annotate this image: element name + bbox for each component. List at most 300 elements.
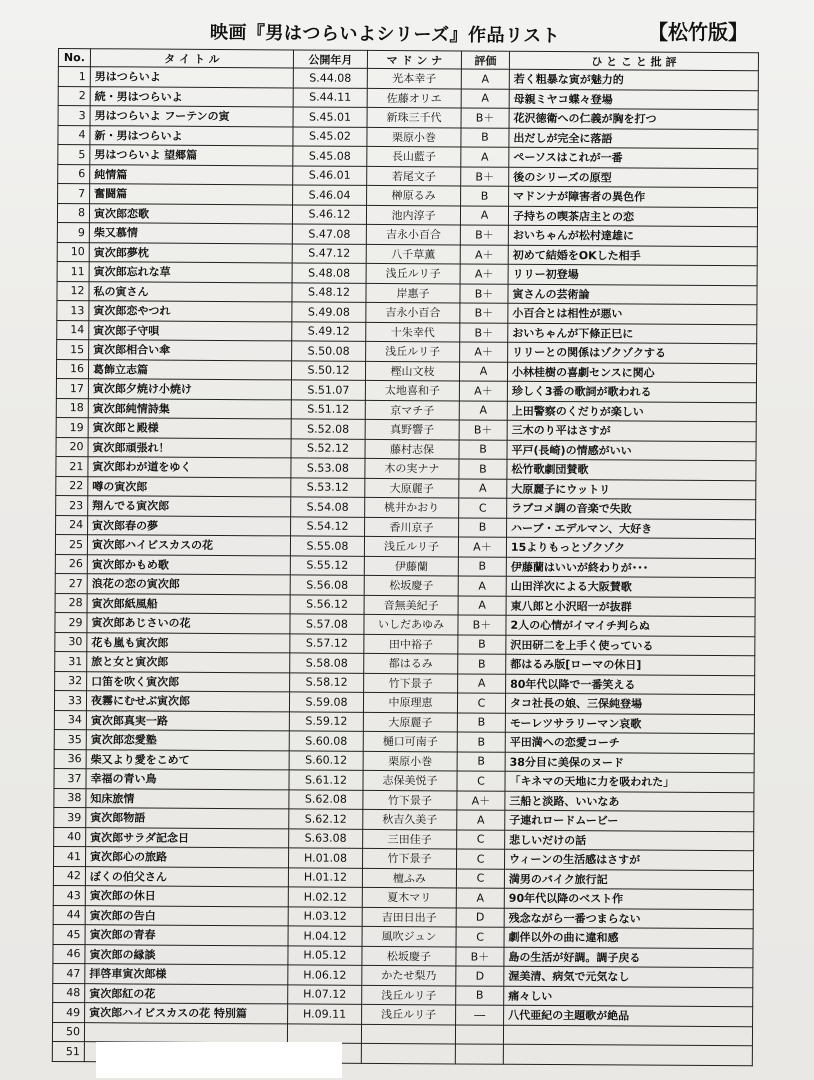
cell-rating: ― <box>456 1005 504 1025</box>
cell-no: 6 <box>58 164 90 184</box>
cell-madonna: 浅丘ルリ子 <box>366 263 460 283</box>
cell-no: 19 <box>56 417 88 437</box>
cell-title: 寅次郎子守唄 <box>89 320 292 341</box>
cell-comment: 小百合とは相性が悪い <box>508 303 757 324</box>
cell-comment: 悲しいだけの話 <box>505 830 754 851</box>
cell-comment: 満男のバイク旅行記 <box>504 869 753 890</box>
cell-rating: B <box>459 459 507 479</box>
cell-release-date: S.49.12 <box>292 321 366 341</box>
cell-no: 23 <box>56 495 88 515</box>
cell-rating: A <box>459 478 507 498</box>
cell-title: 寅次郎わが道をゆく <box>88 457 291 478</box>
cell-no: 10 <box>57 242 89 262</box>
cell-rating: A＋ <box>460 244 508 264</box>
cell-rating: A＋ <box>458 537 506 557</box>
cell-release-date: S.57.12 <box>290 633 364 653</box>
cell-title: 私の寅さん <box>89 281 292 302</box>
cell-rating <box>455 1044 503 1064</box>
cell-title: 寅次郎の縁談 <box>85 944 288 965</box>
cell-title: 寅次郎真実一路 <box>86 710 289 731</box>
cell-rating: A＋ <box>457 790 505 810</box>
cell-madonna: 京マチ子 <box>365 400 459 420</box>
cell-rating: B＋ <box>461 108 509 128</box>
cell-madonna: 竹下景子 <box>363 790 457 810</box>
cell-title: 寅次郎心の旅路 <box>86 847 289 868</box>
cell-no: 8 <box>57 203 89 223</box>
cell-no: 30 <box>55 632 87 652</box>
cell-title: 男はつらいよ 望郷篇 <box>90 145 293 166</box>
cell-comment: 沢田研二を上手く使っている <box>506 635 755 656</box>
cell-rating: C <box>457 693 505 713</box>
cell-title: 夜霧にむせぶ寅次郎 <box>86 691 289 712</box>
cell-madonna: いしだあゆみ <box>364 614 458 634</box>
cell-rating: B <box>458 634 506 654</box>
cell-no: 38 <box>54 788 86 808</box>
cell-no: 16 <box>56 359 88 379</box>
cell-comment: おいちゃんが松村達雄に <box>508 225 757 246</box>
cell-comment: 子持ちの喫茶店主との恋 <box>508 206 757 227</box>
cell-comment: 三木のり平はさすが <box>507 420 756 441</box>
cell-madonna: 岸惠子 <box>366 283 460 303</box>
cell-madonna: 樋口可南子 <box>363 731 457 751</box>
cell-madonna: 吉永小百合 <box>366 302 460 322</box>
cell-rating: A＋ <box>460 264 508 284</box>
cell-release-date: S.51.07 <box>291 380 365 400</box>
cell-comment: 伊藤蘭はいいが終わりが･･･ <box>506 557 755 578</box>
cell-comment: 80年代以降で一番笑える <box>506 674 755 695</box>
cell-no: 37 <box>54 768 86 788</box>
cell-no: 40 <box>54 827 86 847</box>
cell-comment: 若く粗暴な寅が魅力的 <box>509 69 758 90</box>
cell-comment: 渥美清、病気で元気なし <box>504 966 753 987</box>
cell-no: 13 <box>57 300 89 320</box>
cell-no: 9 <box>57 222 89 242</box>
cell-madonna: 浅丘ルリ子 <box>366 341 460 361</box>
cell-title: ぼくの伯父さん <box>85 866 288 887</box>
cell-release-date: H.09.11 <box>288 1004 362 1024</box>
cell-release-date: S.57.08 <box>290 614 364 634</box>
cell-title: 寅次郎サラダ記念日 <box>86 827 289 848</box>
cell-no: 17 <box>56 378 88 398</box>
cell-rating: B <box>461 186 509 206</box>
cell-madonna: 樫山文枝 <box>365 361 459 381</box>
cell-comment: ウィーンの生活感はさすが <box>504 849 753 870</box>
cell-title: 花も嵐も寅次郎 <box>87 632 290 653</box>
cell-no: 32 <box>55 671 87 691</box>
cell-release-date: S.46.04 <box>293 185 367 205</box>
cell-release-date: S.48.12 <box>292 282 366 302</box>
cell-comment: 島の生活が好調。調子戻る <box>504 947 753 968</box>
cell-comment: 出だしが完全に落語 <box>509 128 758 149</box>
cell-madonna: 栗原小巻 <box>363 751 457 771</box>
cell-comment: 寅さんの芸術論 <box>508 284 757 305</box>
cell-title: 寅次郎の告白 <box>85 905 288 926</box>
cell-release-date: S.51.12 <box>291 399 365 419</box>
cell-title: 寅次郎恋愛塾 <box>86 730 289 751</box>
cell-madonna: 田中裕子 <box>364 634 458 654</box>
cell-no: 15 <box>57 339 89 359</box>
cell-title: 幸福の青い鳥 <box>86 769 289 790</box>
cell-title: 旅と女と寅次郎 <box>87 652 290 673</box>
cell-release-date: S.47.08 <box>292 224 366 244</box>
cell-no: 28 <box>55 593 87 613</box>
cell-comment: ラブコメ調の音楽で失敗 <box>507 498 756 519</box>
cell-comment: 大原麗子にウットリ <box>507 479 756 500</box>
header-madonna: マ ド ン ナ <box>367 50 461 69</box>
cell-rating: A <box>457 810 505 830</box>
cell-rating: B <box>457 732 505 752</box>
cell-madonna: 藤村志保 <box>365 439 459 459</box>
cell-release-date: S.48.08 <box>292 263 366 283</box>
cell-release-date: S.60.12 <box>289 750 363 770</box>
cell-comment: 15よりもっとゾクゾク <box>506 537 755 558</box>
redaction-box <box>96 1042 342 1078</box>
edition-label: 【松竹版】 <box>648 20 748 44</box>
cell-madonna: 三田佳子 <box>363 829 457 849</box>
cell-no: 1 <box>58 67 90 87</box>
cell-no: 27 <box>55 573 87 593</box>
cell-release-date: S.62.12 <box>289 809 363 829</box>
cell-release-date: S.55.12 <box>290 555 364 575</box>
cell-madonna: 若尾文子 <box>367 166 461 186</box>
cell-rating: A＋ <box>460 342 508 362</box>
cell-rating: A <box>459 361 507 381</box>
cell-madonna: 都はるみ <box>364 653 458 673</box>
cell-release-date: S.44.08 <box>293 68 367 88</box>
cell-comment: 母親ミヤコ蝶々登場 <box>509 89 758 110</box>
cell-no: 34 <box>54 710 86 730</box>
cell-title: 柴又より愛をこめて <box>86 749 289 770</box>
cell-madonna: 八千草薫 <box>366 244 460 264</box>
cell-madonna: 音無美紀子 <box>364 595 458 615</box>
document-title: 映画『男はつらいよシリーズ』作品リスト <box>209 22 561 47</box>
cell-rating: B＋ <box>460 225 508 245</box>
cell-madonna: 中原理恵 <box>363 692 457 712</box>
cell-madonna: 浅丘ルリ子 <box>362 1004 456 1024</box>
cell-no: 5 <box>58 145 90 165</box>
cell-comment: 花沢徳衛への仁義が胸を打つ <box>509 108 758 129</box>
cell-comment: 劇伴以外の曲に違和感 <box>504 927 753 948</box>
cell-title: 寅次郎ハイビスカスの花 <box>87 535 290 556</box>
cell-madonna: 太地喜和子 <box>365 380 459 400</box>
cell-madonna: 竹下景子 <box>362 848 456 868</box>
cell-release-date: S.53.12 <box>291 477 365 497</box>
cell-rating: B＋ <box>459 420 507 440</box>
cell-comment: モーレツサラリーマン哀歌 <box>505 713 754 734</box>
cell-madonna: 吉永小百合 <box>366 224 460 244</box>
cell-no: 22 <box>56 476 88 496</box>
cell-title: 寅次郎恋歌 <box>89 203 292 224</box>
cell-no: 31 <box>55 651 87 671</box>
cell-madonna: 真野響子 <box>365 419 459 439</box>
cell-release-date: S.46.01 <box>293 165 367 185</box>
cell-comment: 松竹歌劇団賛歌 <box>507 459 756 480</box>
cell-title: 続・男はつらいよ <box>90 86 293 107</box>
cell-comment: 38分目に美保のヌード <box>505 752 754 773</box>
cell-comment: 上田警察のくだりが楽しい <box>507 401 756 422</box>
cell-title: 葛飾立志篇 <box>88 359 291 380</box>
cell-title: 寅次郎頑張れ！ <box>88 437 291 458</box>
cell-comment: 2人の心情がイマイチ判らぬ <box>506 615 755 636</box>
cell-release-date: S.60.08 <box>289 731 363 751</box>
cell-release-date: S.53.08 <box>291 458 365 478</box>
cell-title: 寅次郎夢枕 <box>89 242 292 263</box>
cell-comment: 「キネマの天地に力を吸われた」 <box>505 771 754 792</box>
cell-rating: A <box>461 69 509 89</box>
cell-no: 50 <box>52 1022 84 1042</box>
cell-title: 知床旅情 <box>86 788 289 809</box>
cell-rating: A <box>461 88 509 108</box>
cell-no: 47 <box>53 963 85 983</box>
header-title: タ イ ト ル <box>90 49 293 68</box>
cell-title: 拝啓車寅次郎様 <box>85 964 288 985</box>
cell-release-date: S.56.08 <box>290 575 364 595</box>
cell-comment: おいちゃんが下條正巳に <box>508 323 757 344</box>
cell-title: 寅次郎恋やつれ <box>89 301 292 322</box>
cell-release-date: S.61.12 <box>289 770 363 790</box>
cell-rating: C <box>456 927 504 947</box>
cell-title: 寅次郎紅の花 <box>85 983 288 1004</box>
cell-release-date: S.50.12 <box>291 360 365 380</box>
cell-comment: 平戸(長崎)の情感がいい <box>507 440 756 461</box>
cell-rating: A <box>458 576 506 596</box>
cell-madonna: 檀ふみ <box>362 868 456 888</box>
cell-title: 柴又慕情 <box>89 223 292 244</box>
cell-release-date: S.49.08 <box>292 302 366 322</box>
cell-madonna: 松坂慶子 <box>362 946 456 966</box>
cell-title: 噂の寅次郎 <box>88 476 291 497</box>
cell-release-date: S.62.08 <box>289 789 363 809</box>
cell-title: 寅次郎かもめ歌 <box>87 554 290 575</box>
cell-title: 寅次郎忘れな草 <box>89 262 292 283</box>
cell-madonna <box>361 1043 455 1063</box>
cell-madonna: 香川京子 <box>365 517 459 537</box>
cell-madonna: 大原麗子 <box>363 712 457 732</box>
cell-release-date: S.55.08 <box>290 536 364 556</box>
cell-title: 寅次郎の休日 <box>85 886 288 907</box>
cell-comment: 初めて結婚をOKした相手 <box>508 245 757 266</box>
cell-release-date: S.54.08 <box>291 497 365 517</box>
cell-release-date: S.58.08 <box>290 653 364 673</box>
cell-madonna: 浅丘ルリ子 <box>362 985 456 1005</box>
cell-release-date: S.50.08 <box>292 341 366 361</box>
cell-madonna: 桃井かおり <box>365 497 459 517</box>
cell-title: 寅次郎物語 <box>86 808 289 829</box>
cell-madonna: 長山藍子 <box>367 146 461 166</box>
cell-rating: A <box>459 400 507 420</box>
cell-rating: B <box>459 517 507 537</box>
cell-release-date: H.01.12 <box>288 867 362 887</box>
cell-release-date: S.56.12 <box>290 594 364 614</box>
cell-no: 3 <box>58 106 90 126</box>
cell-madonna: 十朱幸代 <box>366 322 460 342</box>
cell-no: 46 <box>53 944 85 964</box>
cell-no: 35 <box>54 729 86 749</box>
cell-comment: 珍しく3番の歌詞が歌われる <box>507 381 756 402</box>
cell-no: 48 <box>53 983 85 1003</box>
table-body <box>52 67 758 1066</box>
cell-release-date: S.59.12 <box>289 711 363 731</box>
cell-comment: 東八郎と小沢昭一が抜群 <box>506 596 755 617</box>
cell-comment: リリーとの関係はゾクゾクする <box>508 342 757 363</box>
cell-comment: 残念ながら一番つまらない <box>504 908 753 929</box>
cell-no: 51 <box>52 1041 84 1061</box>
cell-rating: A <box>456 888 504 908</box>
cell-comment: 八代亜紀の主題歌が絶品 <box>504 1005 753 1026</box>
cell-madonna <box>361 1024 455 1044</box>
cell-no: 12 <box>57 281 89 301</box>
cell-rating: B＋ <box>460 303 508 323</box>
cell-rating: A <box>461 147 509 167</box>
cell-no: 49 <box>53 1002 85 1022</box>
cell-no: 7 <box>58 184 90 204</box>
cell-rating: B＋ <box>460 322 508 342</box>
cell-rating <box>455 1024 503 1044</box>
cell-release-date: H.01.08 <box>288 848 362 868</box>
cell-title: 寅次郎純情詩集 <box>88 398 291 419</box>
cell-comment: 90年代以降のベスト作 <box>504 888 753 909</box>
cell-rating: B <box>461 127 509 147</box>
cell-no: 11 <box>57 261 89 281</box>
cell-madonna: 新珠三千代 <box>367 107 461 127</box>
cell-no: 36 <box>54 749 86 769</box>
cell-title: 寅次郎と殿様 <box>88 418 291 439</box>
cell-comment: ハーブ・エデルマン、大好き <box>507 518 756 539</box>
cell-no: 33 <box>54 690 86 710</box>
cell-madonna: 秋吉久美子 <box>363 809 457 829</box>
cell-title: 口笛を吹く寅次郎 <box>87 671 290 692</box>
cell-madonna: 木の実ナナ <box>365 458 459 478</box>
cell-rating: B <box>458 654 506 674</box>
cell-no: 39 <box>54 807 86 827</box>
cell-comment: リリー初登場 <box>508 264 757 285</box>
cell-release-date: S.52.08 <box>291 419 365 439</box>
cell-comment: マドンナが障害者の異色作 <box>509 186 758 207</box>
cell-release-date: H.06.12 <box>288 965 362 985</box>
cell-comment <box>503 1044 752 1065</box>
cell-release-date: S.52.12 <box>291 438 365 458</box>
cell-release-date: H.03.12 <box>288 906 362 926</box>
cell-title: 寅次郎相合い傘 <box>89 340 292 361</box>
cell-title: 寅次郎紙風船 <box>87 593 290 614</box>
cell-madonna: 風吹ジュン <box>362 926 456 946</box>
cell-comment: タコ社長の娘、三保純登場 <box>505 693 754 714</box>
cell-release-date: H.05.12 <box>288 945 362 965</box>
cell-title: 寅次郎夕焼け小焼け <box>88 379 291 400</box>
cell-rating: A <box>458 595 506 615</box>
cell-title: 翔んでる寅次郎 <box>88 496 291 517</box>
cell-title <box>84 1022 287 1043</box>
cell-comment: 山田洋次による大阪賛歌 <box>506 576 755 597</box>
cell-rating: B <box>456 985 504 1005</box>
cell-title: 寅次郎あじさいの花 <box>87 613 290 634</box>
cell-title: 新・男はつらいよ <box>90 125 293 146</box>
cell-madonna: 榊原るみ <box>367 185 461 205</box>
cell-madonna: 伊藤蘭 <box>364 556 458 576</box>
cell-no: 18 <box>56 398 88 418</box>
cell-release-date: S.63.08 <box>289 828 363 848</box>
cell-title: 男はつらいよ <box>90 67 293 88</box>
header-rating: 評価 <box>461 51 509 69</box>
cell-madonna: 浅丘ルリ子 <box>364 536 458 556</box>
cell-release-date: S.47.12 <box>292 243 366 263</box>
cell-rating: C <box>456 849 504 869</box>
cell-release-date: H.07.12 <box>288 984 362 1004</box>
cell-comment: 後のシリーズの原型 <box>509 167 758 188</box>
cell-release-date: S.44.11 <box>293 87 367 107</box>
cell-rating: B <box>457 712 505 732</box>
cell-no: 29 <box>55 612 87 632</box>
cell-release-date: S.45.02 <box>293 126 367 146</box>
cell-comment: 平田満への恋愛コーチ <box>505 732 754 753</box>
cell-title: 浪花の恋の寅次郎 <box>87 574 290 595</box>
cell-no: 42 <box>53 866 85 886</box>
cell-madonna: 佐藤オリエ <box>367 88 461 108</box>
cell-madonna: 志保美悦子 <box>363 770 457 790</box>
cell-madonna: 松坂慶子 <box>364 575 458 595</box>
cell-release-date: S.45.01 <box>293 107 367 127</box>
cell-rating: A＋ <box>459 381 507 401</box>
cell-release-date: S.59.08 <box>289 692 363 712</box>
cell-no: 43 <box>53 885 85 905</box>
cell-title: 寅次郎ハイビスカスの花 特別篇 <box>85 1003 288 1024</box>
cell-comment: 三船と淡路、いいなあ <box>505 791 754 812</box>
cell-comment: 小林桂樹の喜劇センスに関心 <box>507 362 756 383</box>
cell-madonna: かたせ梨乃 <box>362 965 456 985</box>
cell-rating: C <box>457 771 505 791</box>
cell-no: 26 <box>55 554 87 574</box>
cell-no: 25 <box>55 534 87 554</box>
cell-release-date: H.04.12 <box>288 926 362 946</box>
cell-release-date: S.45.08 <box>293 146 367 166</box>
cell-comment: 都はるみ版[ローマの休日] <box>506 654 755 675</box>
cell-rating: B＋ <box>461 166 509 186</box>
cell-madonna: 栗原小巻 <box>367 127 461 147</box>
cell-rating: A <box>460 205 508 225</box>
cell-rating: B <box>458 556 506 576</box>
cell-rating: C <box>456 868 504 888</box>
cell-madonna: 池内淳子 <box>366 205 460 225</box>
cell-rating: D <box>456 907 504 927</box>
cell-madonna: 吉田日出子 <box>362 907 456 927</box>
cell-rating: A <box>458 673 506 693</box>
header-release-date: 公開年月 <box>293 50 367 68</box>
cell-title: 純情篇 <box>90 164 293 185</box>
cell-release-date: S.46.12 <box>292 204 366 224</box>
cell-rating: B＋ <box>456 946 504 966</box>
cell-rating: C <box>457 829 505 849</box>
cell-no: 44 <box>53 905 85 925</box>
cell-rating: C <box>459 498 507 518</box>
cell-comment: 子連れロードムービー <box>505 810 754 831</box>
cell-no: 2 <box>58 86 90 106</box>
cell-no: 21 <box>56 456 88 476</box>
cell-rating: B <box>457 751 505 771</box>
header-comment: ひ と こ と 批 評 <box>509 51 758 71</box>
cell-no: 24 <box>56 515 88 535</box>
cell-comment: 痛々しい <box>504 986 753 1007</box>
cell-release-date <box>287 1023 361 1043</box>
film-list-table <box>52 48 759 1066</box>
cell-rating: B＋ <box>460 283 508 303</box>
cell-comment: ペーソスはこれが一番 <box>509 147 758 168</box>
cell-rating: B＋ <box>458 615 506 635</box>
cell-no: 45 <box>53 924 85 944</box>
cell-no: 14 <box>57 320 89 340</box>
cell-no: 20 <box>56 437 88 457</box>
cell-release-date: S.58.12 <box>290 672 364 692</box>
cell-madonna: 竹下景子 <box>364 673 458 693</box>
